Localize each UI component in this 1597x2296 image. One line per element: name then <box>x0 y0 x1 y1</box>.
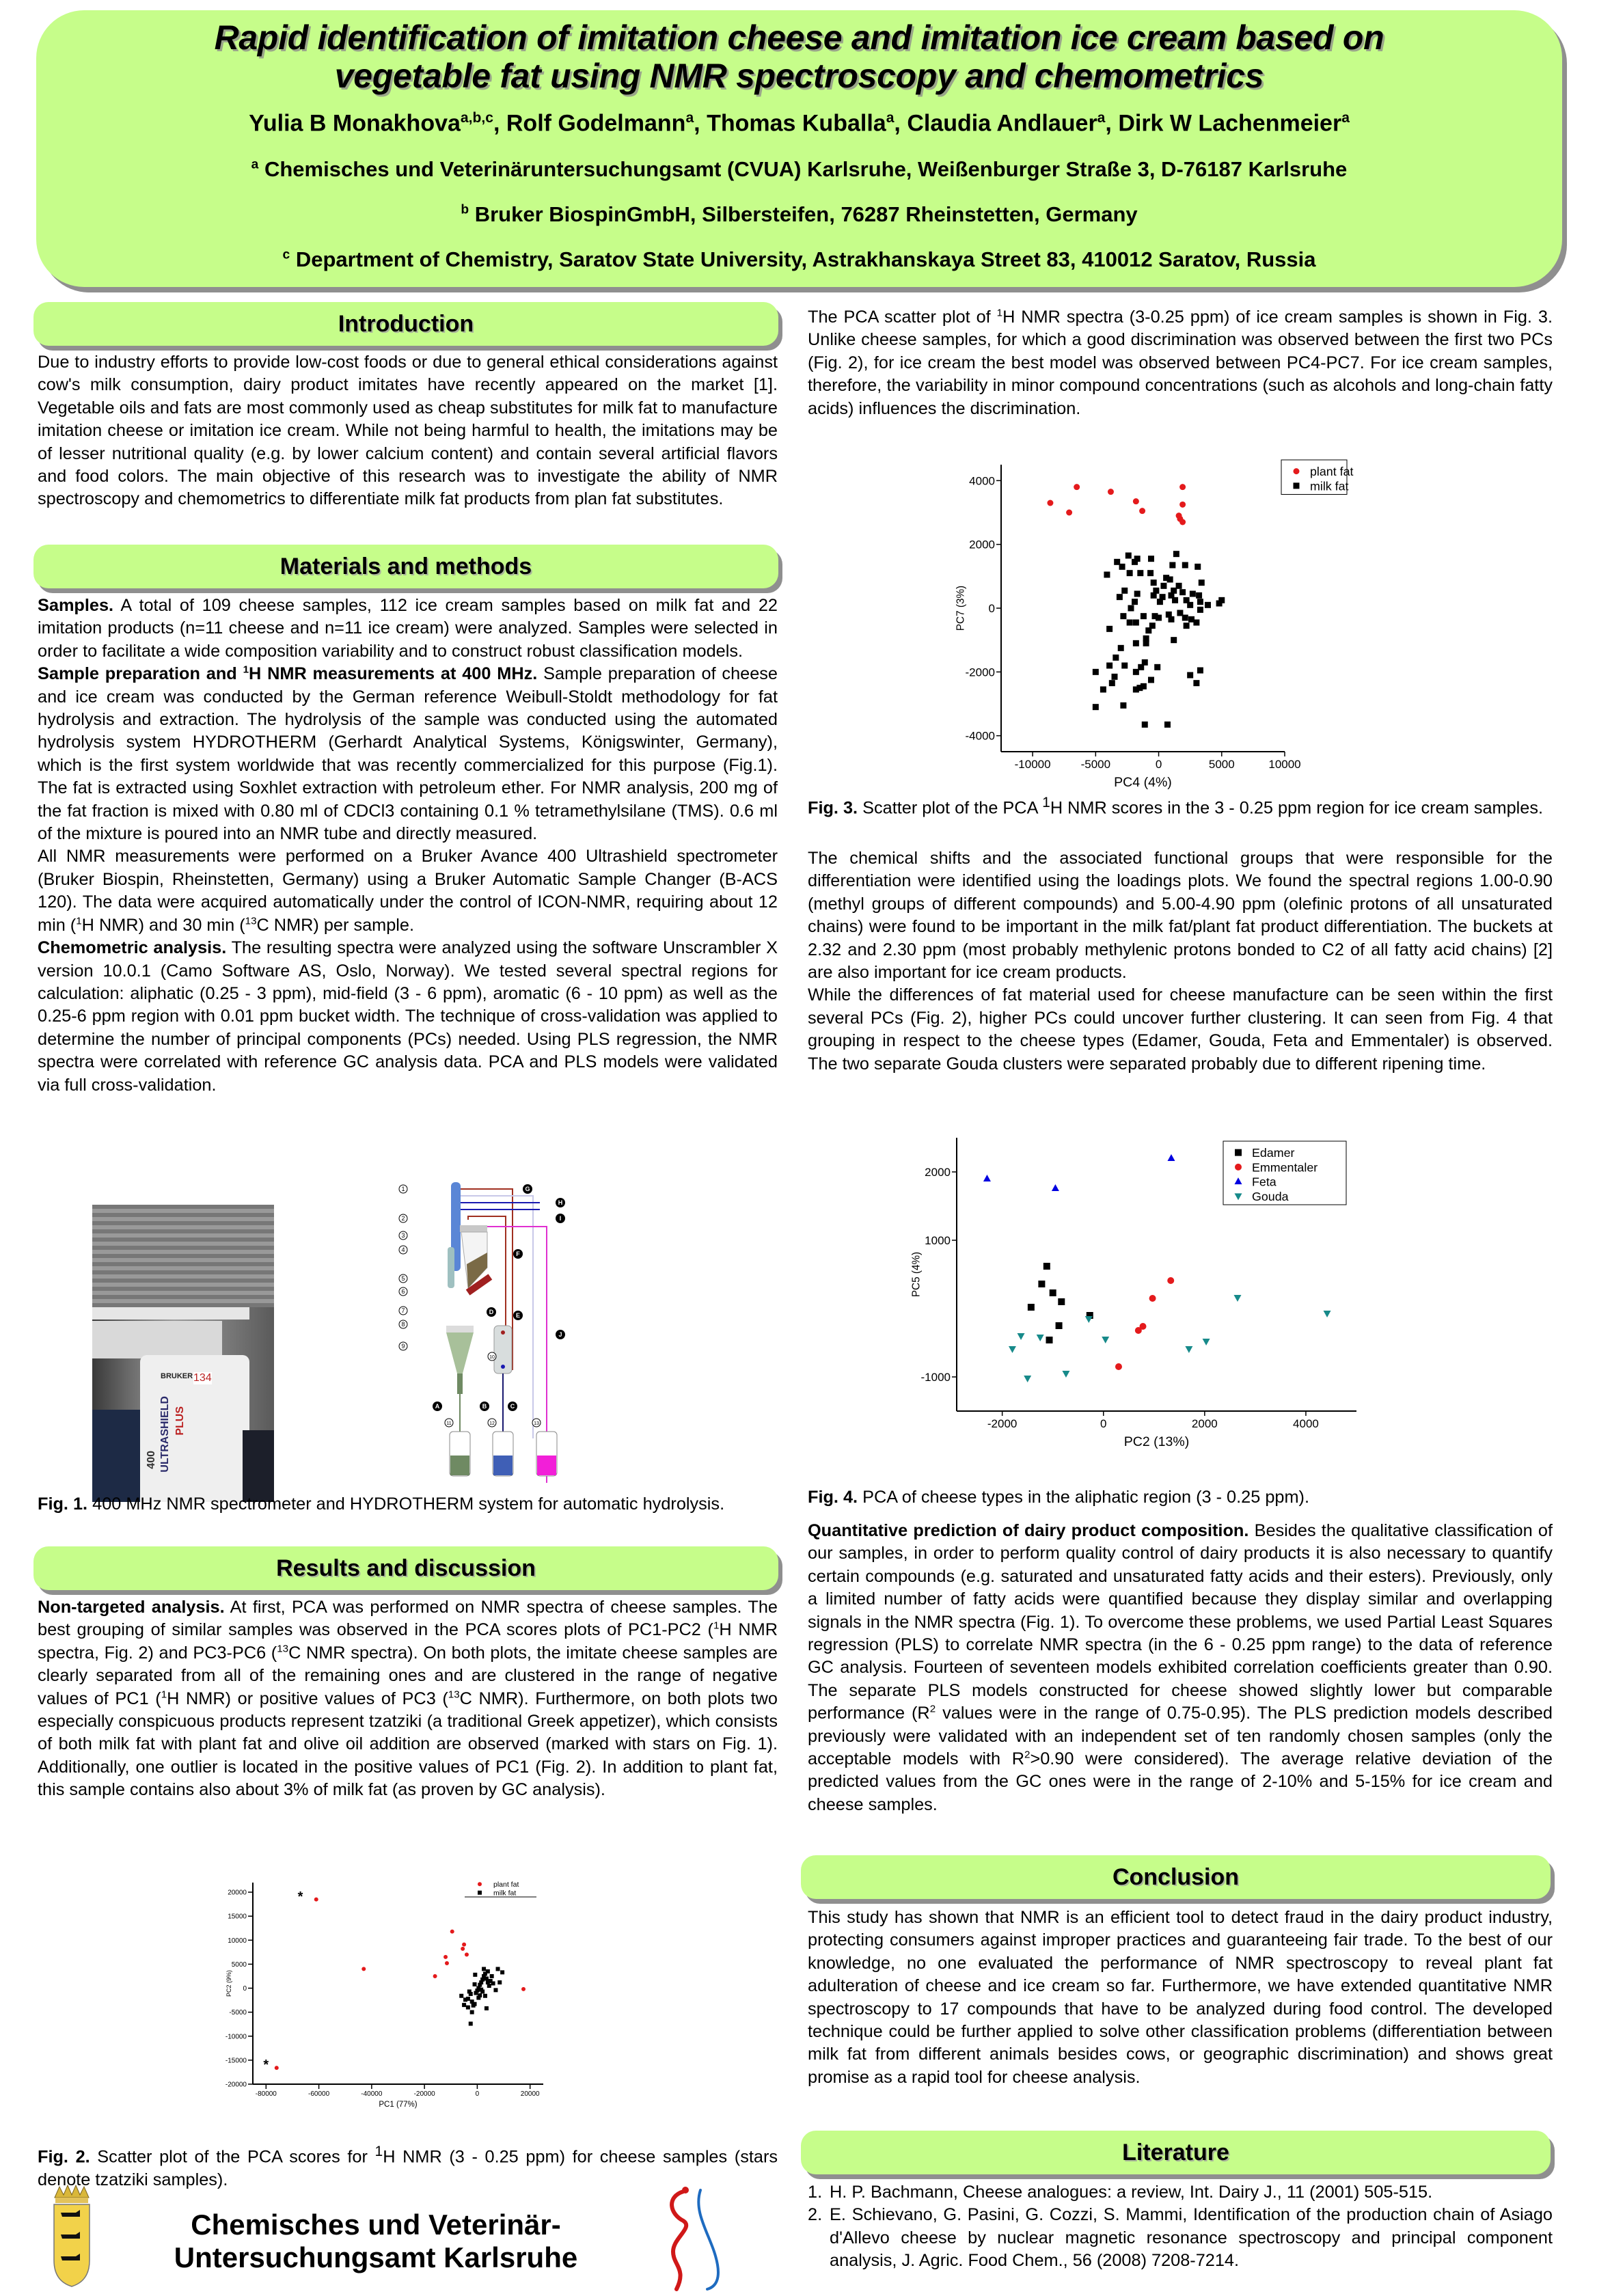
svg-text:2: 2 <box>401 1215 405 1222</box>
y-tick-label: 4000 <box>969 474 995 488</box>
chart-legend <box>1281 460 1354 495</box>
chemometric-paragraph <box>38 937 778 1097</box>
svg-text:F: F <box>516 1250 520 1257</box>
nmr-text-b: H NMR) and 30 min ( <box>81 915 245 935</box>
author-affiliation-marker: a <box>1097 110 1106 126</box>
legend-label: Edamer <box>1252 1146 1295 1160</box>
tzatziki-star-annotation: * <box>297 1889 303 1905</box>
x-tick-label: -80000 <box>255 2090 277 2098</box>
x-tick-label: 4000 <box>1293 1417 1319 1430</box>
affiliation-c-marker: c <box>282 248 290 262</box>
svg-text:5: 5 <box>401 1275 405 1282</box>
affiliation-c-text: Department of Chemistry, Saratov State University, Astrakhanskaya Street 83, 410012 Saratov, Russia <box>295 247 1316 272</box>
chemical-shifts-text <box>808 847 1553 1076</box>
svg-text:E: E <box>515 1312 521 1319</box>
svg-text:10: 10 <box>489 1355 495 1360</box>
sample-prep-text: Sample preparation of cheese and ice cream was conducted by the German reference Weibull-Stoldt methodology for fat hydrolysis and extraction. The hydrolysis of the sample was conducted using the automated hydrolysis system HYDROTHERM (Gerhardt Analytical Systems, Königswinter, Germany), which is the first system worldwide that was recently commercialized for this purpose (Fig.1). The fat is extracted using Soxhlet extraction with petroleum ether. For NMR analysis, 200 mg of the fat fraction is mixed with 0.80 ml of CDCl3 containing 0.1 % tetramethylsilane (TMS). 0.6 ml of the mixture is poured into an NMR tube and directly measured. <box>38 664 778 844</box>
magnet-body <box>140 1355 249 1502</box>
affiliation-a <box>36 157 1562 182</box>
x-tick-label: 10000 <box>1268 758 1301 771</box>
section-title: Conclusion <box>1112 1864 1240 1890</box>
series-plant-fat <box>1047 484 1186 525</box>
section-title: Materials and methods <box>279 554 532 579</box>
y-axis-label: PC5 (4%) <box>910 1251 923 1298</box>
series-feta <box>983 1154 1175 1191</box>
superscript: 2 <box>1024 1749 1030 1761</box>
samples-paragraph <box>38 594 778 663</box>
chart-legend <box>1223 1141 1346 1205</box>
y-tick-label: 2000 <box>925 1165 951 1179</box>
y-tick-label: -15000 <box>225 2057 247 2065</box>
fig2-caption-text-a: Scatter plot of the PCA scores for <box>90 2147 375 2167</box>
quantitative-text-b: values were in the range of 0.75-0.95). The PLS prediction models described previously were validated with an independent set of ten randomly chosen samples (only the acceptable models with R <box>808 1704 1553 1769</box>
author-affiliation-marker: a <box>685 110 694 126</box>
sample-prep-paragraph <box>38 663 778 845</box>
x-axis-label: PC2 (13%) <box>1123 1434 1190 1450</box>
nontargeted-text-e: C NMR). Furthermore, on both plots two especially conspicuous products represent tzatziki (a traditional Greek appetizer), which consists of both milk fat with plant fat and olive oil addition are observed (marked with stars on Fig. 1). Additionally, one outlier is located in the positive values of PC1 (Fig. 2). In addition to plant fat, this sample contains also about 3% of milk fat (as proven by GC analysis). <box>38 1689 778 1800</box>
fig2-caption-label: Fig. 2. <box>38 2147 90 2167</box>
hydrotherm-diagram <box>393 1179 591 1479</box>
affiliation-a-marker: a <box>251 158 259 172</box>
x-tick-label: 0 <box>1100 1417 1107 1430</box>
fig4-scatter-chart <box>905 1128 1384 1483</box>
ice-cream-intro-paragraph <box>808 306 1553 420</box>
y-tick-label: 15000 <box>228 1913 247 1921</box>
reference-text: E. Schievano, G. Pasini, G. Cozzi, S. Mammi, Identification of the production chain of Asiago d'Allevo cheese by nuclear magnetic resonance spectroscopy and principal component analysis, J. Agric. Food Chem., 56 (2008) 7208-7214. <box>830 2205 1553 2271</box>
superscript: 1 <box>161 1689 167 1701</box>
superscript: 13 <box>245 915 257 927</box>
ultrashield-label: ULTRASHIELD <box>159 1396 171 1473</box>
y-tick-label: 5000 <box>231 1960 247 1969</box>
series-milk-fat <box>1093 551 1225 728</box>
fig3-scatter-chart <box>919 454 1397 789</box>
author-name: Rolf Godelmann <box>506 110 686 137</box>
samples-text: A total of 109 cheese samples, 112 ice cream samples based on milk fat and 22 imitation products (n=11 cheese and n=11 ice cream) were analyzed. Samples were selected in order to facilitate a wide composition variability and to construct robust classification models. <box>38 596 778 661</box>
author-affiliation-marker: a <box>886 110 895 126</box>
svg-text:12: 12 <box>489 1421 495 1426</box>
legend-label: plant fat <box>1310 465 1354 479</box>
chair <box>243 1430 274 1502</box>
x-tick-label: 0 <box>475 2090 480 2098</box>
superscript: 2 <box>929 1703 936 1715</box>
section-title: Introduction <box>338 311 474 337</box>
x-tick-label: -5000 <box>1080 758 1111 771</box>
author-list: Yulia B Monakhova$^{a,b,c}$, Rolf Godelmann$^a$, Thomas Kuballa$^a$, Claudia Andlauer$^a$, Dirk W Lachenmeier$^a$ <box>249 110 1350 137</box>
nmr-paragraph <box>38 845 778 937</box>
svg-text:C: C <box>510 1403 515 1410</box>
svg-text:3: 3 <box>401 1232 405 1239</box>
reference-number: 1. <box>808 2183 823 2202</box>
ice-cream-intro-text <box>808 306 1553 420</box>
sample-changer-tray <box>92 1307 249 1320</box>
plus-label: PLUS <box>174 1406 186 1436</box>
author-affiliation-marker: a <box>1341 110 1350 126</box>
y-axis-label: PC7 (3%) <box>955 585 967 631</box>
chart-legend <box>465 1881 536 1898</box>
nmr-spectrometer-photo <box>92 1205 274 1502</box>
fig2-scatter-chart <box>185 1872 554 2109</box>
nmr-text-a: All NMR measurements were performed on a Bruker Avance 400 Ultrashield spectrometer (Bruker Biospin, Rheinstetten, Germany) using a Bruker Automatic Sample Changer (B-ACS 120). The data were acquired automatically under the control of ICON-NMR, requiring about 12 min ( <box>38 847 778 935</box>
svg-text:13: 13 <box>534 1421 539 1426</box>
superscript: 1 <box>996 307 1003 319</box>
title-line-1: Rapid identification of imitation cheese and imitation ice cream based on <box>214 18 1384 57</box>
nontargeted-text-b: H NMR spectra, Fig. 2) and PC3-PC6 ( <box>38 1620 778 1663</box>
cheese-types-paragraph: While the differences of fat material used for cheese manufacture can be seen within the first several PCs (Fig. 2), higher PCs could uncover further clustering. It can seen from Fig. 4 that grouping in respect to the cheese types (Edamer, Gouda, Feta and Emmentaler) is observed. The two separate Gouda clusters were separated probably due to different ripening time. <box>808 985 1553 1074</box>
y-tick-label: -4000 <box>965 729 995 743</box>
400-label: 400 <box>146 1451 157 1469</box>
legend-label: plant fat <box>493 1881 519 1889</box>
y-tick-label: -20000 <box>225 2081 247 2089</box>
reference-item <box>808 2181 1553 2204</box>
nmr-text-c: C NMR) per sample. <box>256 915 415 935</box>
svg-text:1: 1 <box>401 1186 405 1192</box>
tzatziki-star-annotation: * <box>263 2057 269 2073</box>
section-header-methods <box>33 545 778 588</box>
series-gouda <box>1009 1295 1331 1382</box>
window-blinds <box>92 1205 274 1307</box>
cvua-serpent-logo <box>653 2183 728 2293</box>
sample-prep-label-b: H NMR measurements at 400 MHz. <box>249 664 538 684</box>
sample-tag: 134 <box>193 1372 212 1384</box>
quantitative-text-a: Besides the qualitative classification of our samples, in order to perform quality control of dairy products it is also necessary to quantify certain compounds (e.g. saturated and unsaturated fatty acids and their esters). Previously, only a limited number of fatty acids were quantified because they display similar and overlapping signals in the NMR spectra (Fig. 1). To overcome these problems, we used Partial Least Squares regression (PLS) to correlate NMR spectra (in the 6 - 0.25 ppm range) to the data of reference GC analysis. Fourteen of seventeen models exhibited correlation coefficients greater than 0.90. The separate PLS models constructed for cheese showed slightly lower but comparable performance (R <box>808 1521 1553 1723</box>
fig1-caption <box>38 1493 778 1516</box>
legend-label: milk fat <box>493 1889 517 1898</box>
x-tick-label: -2000 <box>987 1417 1018 1430</box>
sample-prep-label <box>38 664 537 683</box>
x-tick-label: -40000 <box>361 2090 383 2098</box>
affiliation-b <box>36 202 1562 227</box>
svg-text:A: A <box>435 1403 440 1410</box>
section-title: Literature <box>1122 2140 1229 2165</box>
fig1-caption-label: Fig. 1. <box>38 1494 88 1514</box>
legend-label: Feta <box>1252 1175 1277 1189</box>
ice-cream-intro-a: The PCA scatter plot of <box>808 308 997 327</box>
equipment-rack <box>92 1410 140 1502</box>
series-emmentaler <box>1115 1277 1174 1370</box>
fig4-caption-label: Fig. 4. <box>808 1488 858 1507</box>
samples-label: Samples. <box>38 596 114 615</box>
introduction-text <box>38 351 778 511</box>
fig2-caption-text-b: H NMR (3 - 0.25 ppm) for cheese samples (stars denote tzatziki samples). <box>38 2147 778 2189</box>
nontargeted-text-d: H NMR) or positive values of PC3 ( <box>167 1689 448 1708</box>
reference-number: 2. <box>808 2205 823 2225</box>
bruker-label: BRUKER <box>161 1372 193 1380</box>
conclusion-paragraph: This study has shown that NMR is an efficient tool to detect fraud in the dairy product industry, protecting consumers against improper practices and guaranteeing fair trade. To the best of our knowledge, no one evaluated the performance of NMR spectroscopy to reveal plant fat adulteration of cheese and ice cream so far. Furthermore, we have extended quantitative NMR spectroscopy to 17 compounds that have to be analyzed during food control. The developed technique could be further applied to solve other classification problems (differentiation between milk fat from different animals besides cows, or geographic discrimination) and shows great promise as a rapid tool for cheese analysis. <box>808 1908 1553 2087</box>
superscript: 1 <box>76 915 82 927</box>
ice-cream-intro-b: H NMR spectra (3-0.25 ppm) of ice cream samples is shown in Fig. 3. Unlike cheese samples, for which a good discrimination was observed between the first two PCs (Fig. 2), for ice cream the best model was observed between PC4-PC7. For ice cream samples, therefore, the variability in minor compound concentrations (such as alcohols and long-chain fatty acids) influences the discrimination. <box>808 308 1553 418</box>
svg-text:G: G <box>525 1186 530 1192</box>
y-tick-label: 1000 <box>925 1233 951 1247</box>
fig3-caption-label: Fig. 3. <box>808 798 858 818</box>
x-tick-label: 2000 <box>1191 1417 1218 1430</box>
x-tick-label: 20000 <box>520 2090 540 2098</box>
introduction-paragraph: Due to industry efforts to provide low-cost foods or due to general ethical considerations against cow's milk consumption, dairy product imitates have recently appeared on the market [1]. Vegetable oils and fats are most commonly used as cheap substitutes for milk fat to manufacture imitation cheese or imitation ice cream. While not being harmful to health, the imitations may be of lesser nutritional quality (e.g. by lower calcium content) and contain several artificial flavors and food colors. The main objective of this research was to investigate the ability of NMR spectroscopy and chemometrics to differentiate milk fat products from plan fat substitutes. <box>38 353 778 509</box>
y-tick-label: 0 <box>988 601 995 615</box>
affiliation-b-marker: b <box>461 203 469 217</box>
title-line-2: vegetable fat using NMR spectroscopy and chemometrics <box>334 57 1264 95</box>
author-name: Yulia B Monakhova <box>249 110 461 137</box>
fig4-caption <box>808 1486 1553 1509</box>
legend-label: Gouda <box>1252 1189 1289 1203</box>
x-tick-label: 0 <box>1155 758 1162 771</box>
author-name: Dirk W Lachenmeier <box>1118 110 1342 137</box>
svg-text:7: 7 <box>401 1307 405 1314</box>
quantitative-text-c: >0.90 were considered). The average relative deviation of the predicted values from the GC ones were in the range of 2-10% and 5-15% for ice cream and cheese samples. <box>808 1749 1553 1814</box>
svg-text:J: J <box>558 1331 562 1338</box>
y-tick-label: 20000 <box>228 1889 247 1897</box>
sample-changer-body <box>92 1321 222 1358</box>
svg-text:4: 4 <box>401 1246 405 1253</box>
svg-text:6: 6 <box>401 1288 405 1295</box>
affiliation-b-text: Bruker BiospinGmbH, Silbersteifen, 76287 Rheinstetten, Germany <box>474 202 1138 227</box>
sample-prep-label-a: Sample preparation and <box>38 664 243 684</box>
nontargeted-text-a: At first, PCA was performed on NMR spectra of cheese samples. The best grouping of similar samples was observed in the PCA scores plots of PC1-PC2 ( <box>38 1598 778 1640</box>
fig3-caption-text-a: Scatter plot of the PCA <box>858 798 1043 818</box>
svg-text:8: 8 <box>401 1321 405 1328</box>
institution-line-1: Chemisches und Veterinär- <box>191 2209 561 2241</box>
svg-text:9: 9 <box>401 1343 405 1350</box>
svg-text:D: D <box>489 1309 494 1315</box>
series-edamer <box>1028 1263 1093 1343</box>
series-milk-fat <box>459 1967 504 2025</box>
y-tick-label: 2000 <box>969 538 995 551</box>
quantitative-paragraph <box>808 1520 1553 1816</box>
superscript: 13 <box>277 1643 289 1655</box>
quantitative-text <box>808 1520 1553 1816</box>
reference-list <box>808 2181 1553 2273</box>
svg-text:I: I <box>559 1215 562 1222</box>
superscript: 1 <box>243 664 249 676</box>
section-header-conclusion <box>801 1855 1551 1899</box>
affiliation-a-text: Chemisches und Veterinäruntersuchungsamt (CVUA) Karlsruhe, Weißenburger Straße 3, D-76187 Karlsruhe <box>264 157 1348 182</box>
fig3-caption <box>808 791 1553 820</box>
superscript: 1 <box>374 2144 383 2159</box>
y-tick-label: 0 <box>243 1985 247 1993</box>
quantitative-label: Quantitative prediction of dairy product composition. <box>808 1521 1249 1540</box>
affiliation-c <box>36 247 1562 272</box>
staff-icon <box>698 2190 718 2289</box>
title-banner <box>36 10 1562 287</box>
results-text <box>38 1596 778 1802</box>
nontargeted-paragraph <box>38 1596 778 1802</box>
coat-of-arms-logo <box>51 2185 92 2288</box>
institution-name <box>164 2209 588 2274</box>
section-header-results <box>33 1546 778 1590</box>
y-tick-label: -1000 <box>920 1370 951 1384</box>
fig3-caption-text-b: H NMR scores in the 3 - 0.25 ppm region for ice cream samples. <box>1050 798 1544 818</box>
x-tick-label: -20000 <box>413 2090 435 2098</box>
y-tick-label: -2000 <box>965 666 995 679</box>
reference-text: H. P. Bachmann, Cheese analogues: a review, Int. Dairy J., 11 (2001) 505-515. <box>830 2183 1433 2202</box>
author-name: Thomas Kuballa <box>707 110 886 137</box>
svg-text:11: 11 <box>446 1421 452 1426</box>
section-header-introduction <box>33 302 778 346</box>
x-tick-label: -60000 <box>308 2090 330 2098</box>
conclusion-text <box>808 1906 1553 2089</box>
y-tick-label: 10000 <box>228 1937 247 1945</box>
serpent-icon <box>672 2191 686 2289</box>
y-tick-label: -10000 <box>225 2033 247 2041</box>
crown-icon <box>55 2185 89 2198</box>
reference-item <box>808 2204 1553 2272</box>
x-tick-label: -10000 <box>1014 758 1051 771</box>
chemical-shifts-paragraph: The chemical shifts and the associated functional groups that were responsible for the differentiation were identified using the loadings plots. We found the spectral regions 1.00-0.90 (methyl groups of different compounds) and 5.00-4.90 ppm (olefinic protons of all unsaturated chains) were found to be important in the milk fat/plant fat product differentiation. The buckets at 2.32 and 2.30 ppm (most probably methylenic protons bonded to C2 of all fatty acid chains) [2] are also important for ice cream products. <box>808 849 1553 983</box>
y-axis-label: PC2 (9%) <box>226 1969 232 1997</box>
legend-label: Emmentaler <box>1252 1160 1318 1175</box>
literature-list <box>808 2181 1553 2273</box>
svg-text:B: B <box>482 1403 487 1410</box>
svg-text:H: H <box>558 1199 563 1206</box>
legend-label: milk fat <box>1310 479 1349 493</box>
author-name: Claudia Andlauer <box>907 110 1097 137</box>
section-title: Results and discussion <box>276 1555 536 1581</box>
nontargeted-label: Non-targeted analysis. <box>38 1598 225 1617</box>
institution-line-2: Untersuchungsamt Karlsruhe <box>174 2241 578 2273</box>
superscript: 13 <box>448 1689 460 1701</box>
fig1-caption-text: 400 MHz NMR spectrometer and HYDROTHERM system for automatic hydrolysis. <box>87 1494 725 1514</box>
x-tick-label: 5000 <box>1208 758 1235 771</box>
author-affiliation-marker: a,b,c <box>460 110 493 126</box>
fig4-caption-text: PCA of cheese types in the aliphatic region (3 - 0.25 ppm). <box>858 1488 1309 1507</box>
chemometric-text: The resulting spectra were analyzed using the software Unscrambler X version 10.0.1 (Camo Software AS, Oslo, Norway). We tested several spectral regions for calculation: aliphatic (0.25 - 3 ppm), mid-field (3 - 6 ppm), aromatic (6 - 10 ppm) as well as the 0.25-6 ppm region with 0.01 ppm bucket width. The technique of cross-validation was applied to determine the number of principal components (PCs) needed. Using PLS regression, the NMR spectra were correlated with reference GC analysis data. PCA and PLS models were validated via full cross-validation. <box>38 938 778 1095</box>
y-tick-label: -5000 <box>229 2009 247 2017</box>
superscript: 1 <box>713 1620 720 1632</box>
section-header-literature <box>801 2131 1551 2174</box>
x-axis-label: PC1 (77%) <box>379 2101 418 2109</box>
poster-title <box>36 18 1562 95</box>
nontargeted-text-c: C NMR spectra). On both plots, the imitate cheese samples are clearly separated from all of the remaining ones and are clustered in the range of negative values of PC1 ( <box>38 1643 778 1708</box>
methods-text <box>38 594 778 1097</box>
x-axis-label: PC4 (4%) <box>1114 775 1172 791</box>
superscript: 1 <box>1042 795 1050 810</box>
chemometric-label: Chemometric analysis. <box>38 938 227 958</box>
